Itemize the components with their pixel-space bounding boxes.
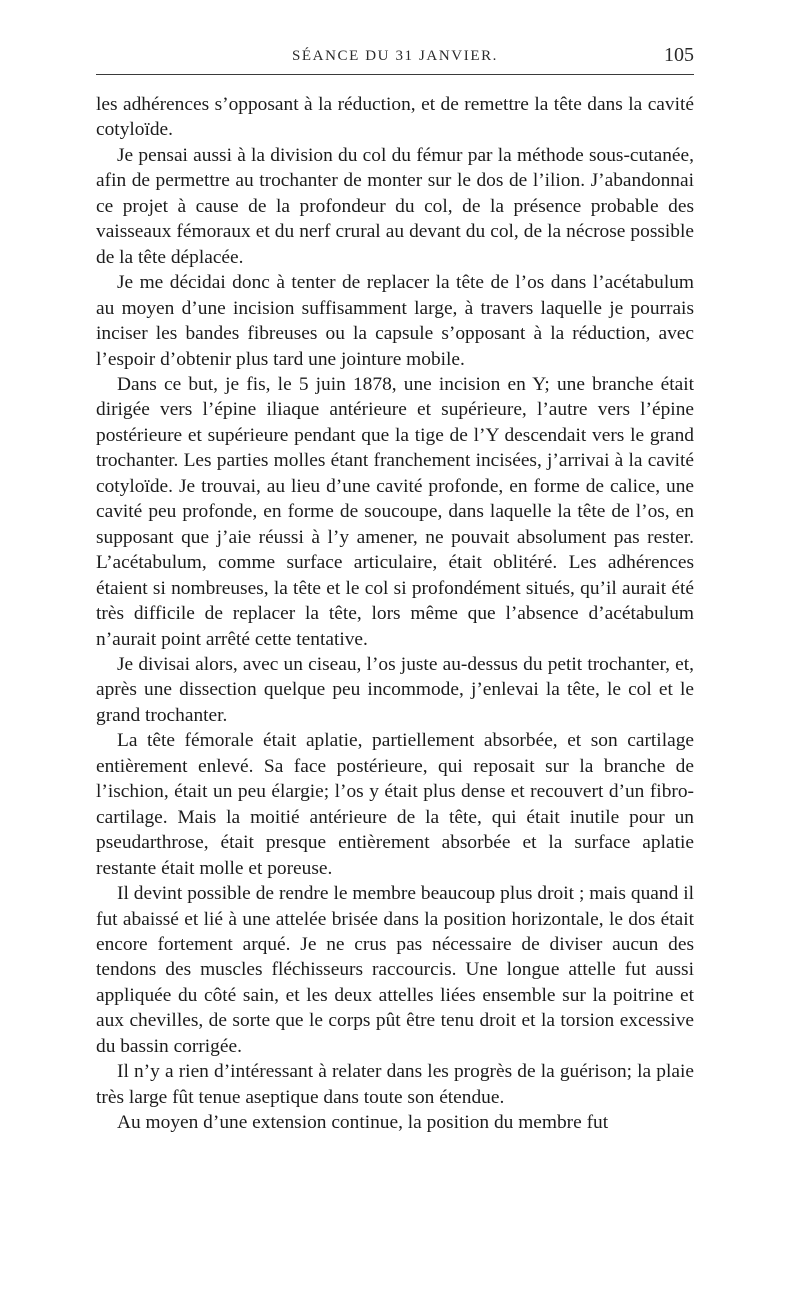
- paragraph: La tête fémorale était aplatie, partiellement absorbée, et son cartilage entièrement enlevé. Sa face postérieure, qui reposait sur la branche de l’ischion, était un peu élargie; l’os y était plus dense et recouvert d’un fibro-cartilage. Mais la moitié antérieure de la tête, qui était inutile pour un pseudarthrose, était presque entièrement absorbée et la surface aplatie restante était molle et poreuse.: [96, 730, 694, 879]
- paragraph: Il n’y a rien d’intéressant à relater dans les progrès de la guérison; la plaie très large fût tenue aseptique dans toute son étendue.: [96, 1061, 694, 1108]
- running-title: SÉANCE DU 31 JANVIER.: [291, 48, 499, 64]
- page-number: 105: [664, 44, 694, 66]
- header-rule: [96, 74, 694, 75]
- paragraph: Je divisai alors, avec un ciseau, l’os juste au-dessus du petit trochanter, et, après une dissection quelque peu incommode, j’enlevai la tête, le col et le grand trochanter.: [96, 653, 694, 726]
- paragraph: Je me décidai donc à tenter de replacer la tête de l’os dans l’acétabulum au moyen d’une incision suffisamment large, à travers laquelle je pourrais inciser les bandes fibreuses ou la capsule s’opposant à la réduction, avec l’espoir d’obtenir plus tard une jointure mobile.: [96, 272, 694, 370]
- paragraph: Je pensai aussi à la division du col du fémur par la méthode sous-cutanée, afin de permettre au trochanter de monter sur le dos de l’ilion. J’abandonnai ce projet à cause de la profondeur du col, de la présence probable des vaisseaux fémoraux et du nerf crural au devant du col, de la nécrose possible de la tête déplacée.: [96, 144, 694, 268]
- body-text: [96, 92, 694, 1136]
- running-header: [96, 44, 694, 72]
- paragraph: les adhérences s’opposant à la réduction, et de remettre la tête dans la cavité cotyloïde.: [96, 94, 694, 141]
- paragraph: Au moyen d’une extension continue, la position du membre fut: [117, 1112, 609, 1134]
- paragraph: Il devint possible de rendre le membre beaucoup plus droit ; mais quand il fut abaissé et lié à une attelée brisée dans la position horizontale, le dos était encore fortement arqué. Je ne crus pas nécessaire de diviser aucun des tendons des muscles fléchisseurs raccourcis. Une longue attelle fut aussi appliquée du côté sain, et les deux attelles liées ensemble sur la poitrine et aux chevilles, de sorte que le corps pût être tenu droit et la torsion excessive du bassin corrigée.: [96, 883, 694, 1057]
- paragraph: Dans ce but, je fis, le 5 juin 1878, une incision en Y; une branche était dirigée vers l’épine iliaque antérieure et supérieure, l’autre vers l’épine postérieure et supérieure pendant que la tige de l’Y descendait vers le grand trochanter. Les parties molles étant franchement incisées, j’arrivai à la cavité cotyloïde. Je trouvai, au lieu d’une cavité profonde, en forme de calice, une cavité peu profonde, en forme de soucoupe, dans laquelle la tête de l’os, en supposant que j’aie réussi à l’y amener, ne pouvait absolument pas rester. L’acétabulum, comme surface articulaire, était oblitéré. Les adhérences étaient si nombreuses, la tête et le col si profondément situés, qu’il aurait été très difficile de replacer la tête, lors même que l’absence d’acétabulum n’aurait point arrêté cette tentative.: [96, 373, 694, 650]
